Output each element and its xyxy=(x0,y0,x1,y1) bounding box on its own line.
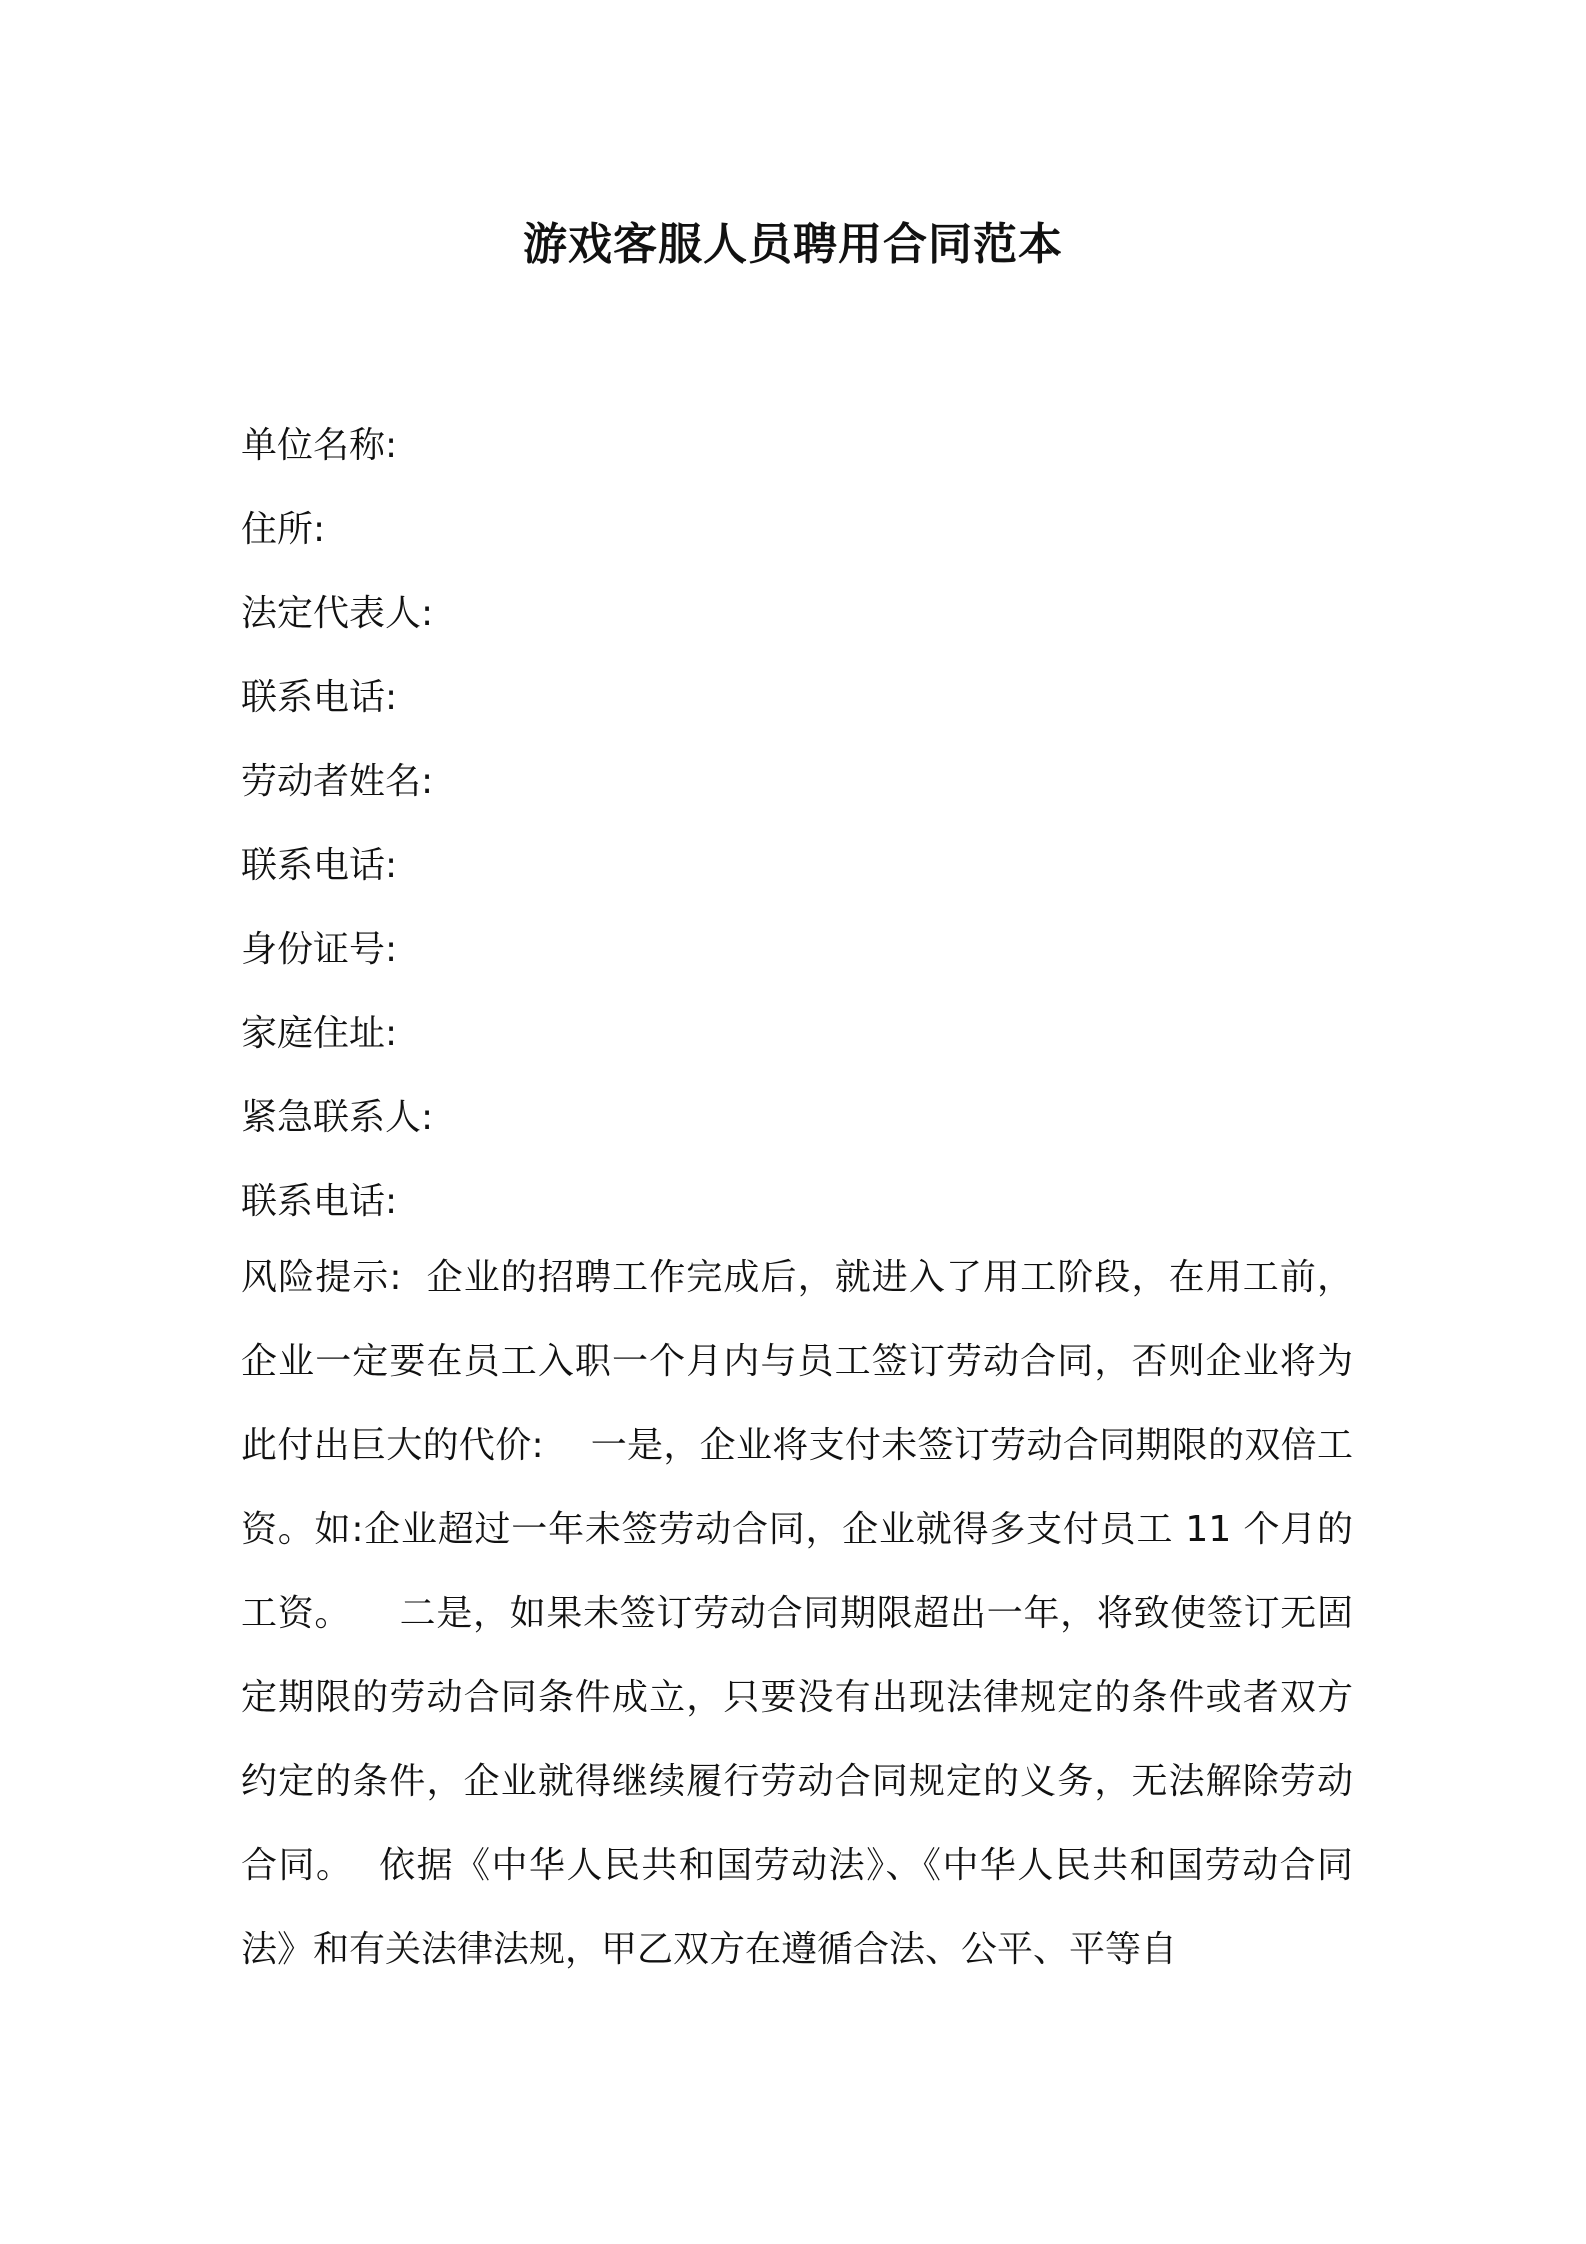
field-emergency-phone: 联系电话: xyxy=(241,1181,398,1222)
document-title: 游戏客服人员聘用合同范本 xyxy=(523,219,1063,270)
field-id-number: 身份证号: xyxy=(241,929,398,970)
party-info-fields xyxy=(241,404,1351,1244)
field-home-address: 家庭住址: xyxy=(241,1013,398,1054)
field-emergency-contact: 紧急联系人: xyxy=(241,1097,434,1138)
field-address: 住所: xyxy=(241,509,326,550)
field-worker-phone: 联系电话: xyxy=(241,845,398,886)
field-company-phone: 联系电话: xyxy=(241,677,398,718)
field-worker-name: 劳动者姓名: xyxy=(241,761,434,802)
risk-notice-paragraph: 风险提示: 企业的招聘工作完成后，就进入了用工阶段，在用工前，企业一定要在员工入职一个月内与员工签订劳动合同，否则企业将为此付出巨大的代价: 一是，企业将支付未签订劳动合同期限的双倍工资。如:企业超过一年未签劳动合同，企业就得多支付员工 11 个月的工资。 二是，如果未签订劳动合同期限超出一年，将致使签订无固定期限的劳动合同条件成立，只要没有出现法律规定的条件或者双方约定的条件，企业就得继续履行劳动合同规定的义务，无法解除劳动合同。 依据《中华人民共和国劳动法》、《中华人民共和国劳动合同法》和有关法律法规，甲乙双方在遵循合法、公平、平等自 xyxy=(241,1257,1353,1970)
field-company-name: 单位名称: xyxy=(241,425,398,466)
field-legal-representative: 法定代表人: xyxy=(241,593,434,634)
